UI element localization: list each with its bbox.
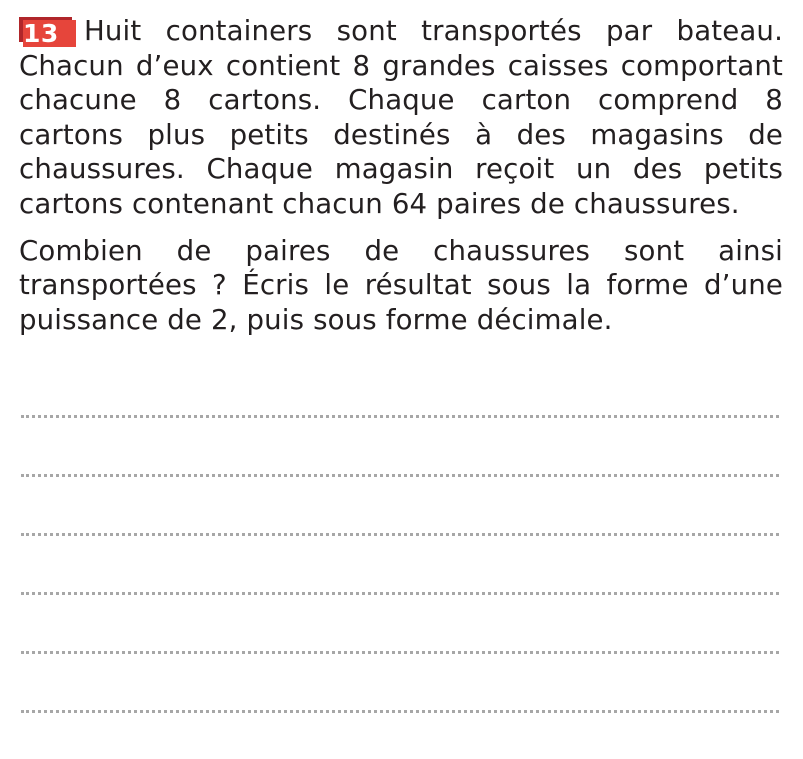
- exercise-number-badge: [19, 17, 76, 46]
- answer-line[interactable]: [19, 582, 783, 641]
- answer-area[interactable]: [19, 405, 783, 759]
- exercise-statement-paragraph: [19, 14, 783, 222]
- answer-line[interactable]: [19, 464, 783, 523]
- answer-line[interactable]: [19, 405, 783, 464]
- answer-line[interactable]: [19, 641, 783, 700]
- exercise-number: 13: [23, 20, 76, 47]
- exercise-question: Combien de paires de chaussures sont ainsi transportées ? Écris le résultat sous la forme d’une puissance de 2, puis sous forme décimale.: [19, 233, 783, 336]
- answer-line[interactable]: [19, 523, 783, 582]
- exercise-block: [19, 14, 783, 337]
- answer-line[interactable]: [19, 700, 783, 759]
- exercise-statement: Huit containers sont transportés par bateau. Chacun d’eux contient 8 grandes caisses comportant chacune 8 cartons. Chaque carton comprend 8 cartons plus petits destinés à des magasins de chaussures. Chaque magasin reçoit un des petits cartons contenant chacun 64 paires de chaussures.: [19, 14, 783, 220]
